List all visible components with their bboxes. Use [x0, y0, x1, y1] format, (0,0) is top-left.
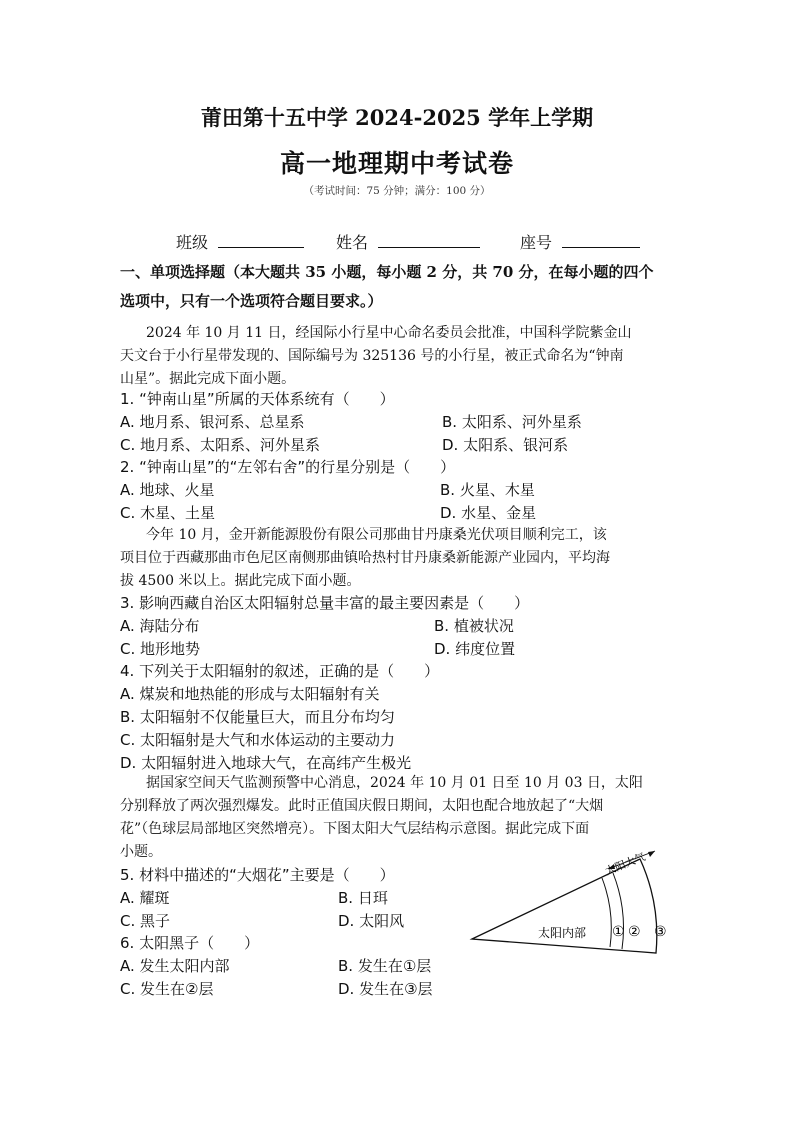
question-6-option-b[interactable]: B. 发生在①层	[338, 957, 432, 975]
section-heading-line2: 选项中，只有一个选项符合题目要求。）	[120, 292, 383, 310]
question-5-option-d[interactable]: D. 太阳风	[338, 912, 405, 930]
question-3-option-b[interactable]: B. 植被状况	[434, 617, 514, 635]
question-1-stem: 1. “钟南山星”所属的天体系统有（ ）	[120, 390, 395, 408]
passage3-line3: 花”（色球层局部地区突然增亮）。下图太阳大气层结构示意图。据此完成下面	[120, 821, 590, 837]
passage3-line1: 据国家空间天气监测预警中心消息，2024 年 10 月 01 日至 10 月 03 日，太阳	[146, 775, 643, 791]
question-2-option-a[interactable]: A. 地球、火星	[120, 481, 215, 499]
passage1-line3: 山星”。据此完成下面小题。	[120, 371, 296, 387]
seat-blank[interactable]	[562, 247, 640, 248]
question-2-option-d[interactable]: D. 水星、金星	[440, 504, 537, 522]
name-label: 姓名	[336, 233, 369, 252]
passage2-line2: 项目位于西藏那曲市色尼区南侧那曲镇哈热村甘丹康桑新能源产业园内，平均海	[120, 550, 610, 566]
question-5-option-c[interactable]: C. 黑子	[120, 912, 171, 930]
passage3-line2: 分别释放了两次强烈爆发。此时正值国庆假日期间，太阳也配合地放起了“大烟	[120, 798, 604, 814]
school-title: 莆田第十五中学 2024-2025 学年上学期	[200, 105, 594, 130]
passage2-line1: 今年 10 月，金开新能源股份有限公司那曲甘丹康桑光伏项目顺利完工，该	[146, 527, 607, 543]
atmosphere-arrow-head-right	[648, 851, 655, 857]
question-6-option-c[interactable]: C. 发生在②层	[120, 980, 214, 998]
question-4-option-a[interactable]: A. 煤炭和地热能的形成与太阳辐射有关	[120, 685, 380, 703]
atmosphere-label: 太阳大气	[603, 850, 648, 878]
interior-label: 太阳内部	[538, 926, 587, 940]
question-4-option-c[interactable]: C. 太阳辐射是大气和水体运动的主要动力	[120, 731, 396, 749]
seat-label: 座号	[520, 233, 553, 252]
question-5-option-b[interactable]: B. 日珥	[338, 889, 388, 907]
question-6-stem: 6. 太阳黑子（ ）	[120, 934, 260, 952]
question-2-stem: 2. “钟南山星”的“左邻右舍”的行星分别是（ ）	[120, 458, 456, 476]
layer-boundary-inner	[602, 878, 611, 947]
question-6-option-d[interactable]: D. 发生在③层	[338, 980, 433, 998]
exam-info: （考试时间：75 分钟；满分：100 分）	[303, 185, 491, 197]
exam-title: 高一地理期中考试卷	[279, 149, 514, 178]
passage3-line4: 小题。	[120, 844, 162, 860]
question-2-option-b[interactable]: B. 火星、木星	[440, 481, 535, 499]
name-blank[interactable]	[378, 247, 480, 248]
layer-3-label: ③	[654, 924, 667, 940]
question-1-option-d[interactable]: D. 太阳系、银河系	[442, 436, 569, 454]
question-1-option-a[interactable]: A. 地月系、银河系、总星系	[120, 413, 305, 431]
question-1-option-b[interactable]: B. 太阳系、河外星系	[442, 413, 582, 431]
question-4-option-b[interactable]: B. 太阳辐射不仅能量巨大，而且分布均匀	[120, 708, 395, 726]
class-label: 班级	[176, 233, 209, 252]
passage1-line1: 2024 年 10 月 11 日，经国际小行星中心命名委员会批准，中国科学院紫金山	[146, 325, 632, 341]
question-3-option-a[interactable]: A. 海陆分布	[120, 617, 200, 635]
question-4-option-d[interactable]: D. 太阳辐射进入地球大气，在高纬产生极光	[120, 754, 412, 772]
question-6-option-a[interactable]: A. 发生太阳内部	[120, 957, 230, 975]
passage2-line3: 拔 4500 米以上。据此完成下面小题。	[120, 573, 361, 589]
question-3-stem: 3. 影响西藏自治区太阳辐射总量丰富的最主要因素是（ ）	[120, 594, 530, 612]
layer-2-label: ②	[628, 924, 641, 940]
question-3-option-c[interactable]: C. 地形地势	[120, 640, 201, 658]
question-1-option-c[interactable]: C. 地月系、太阳系、河外星系	[120, 436, 321, 454]
layer-1-label: ①	[612, 924, 625, 940]
sun-atmosphere-diagram	[462, 845, 690, 975]
question-2-option-c[interactable]: C. 木星、土星	[120, 504, 216, 522]
question-5-option-a[interactable]: A. 耀斑	[120, 889, 170, 907]
passage1-line2: 天文台于小行星带发现的、国际编号为 325136 号的小行星，被正式命名为“钟南	[120, 348, 624, 364]
question-3-option-d[interactable]: D. 纬度位置	[434, 640, 516, 658]
section-heading-line1: 一、单项选择题（本大题共 35 小题，每小题 2 分，共 70 分，在每小题的四个	[120, 263, 654, 281]
class-blank[interactable]	[218, 247, 304, 248]
question-4-stem: 4. 下列关于太阳辐射的叙述，正确的是（ ）	[120, 662, 440, 680]
question-5-stem: 5. 材料中描述的“大烟花”主要是（ ）	[120, 866, 395, 884]
